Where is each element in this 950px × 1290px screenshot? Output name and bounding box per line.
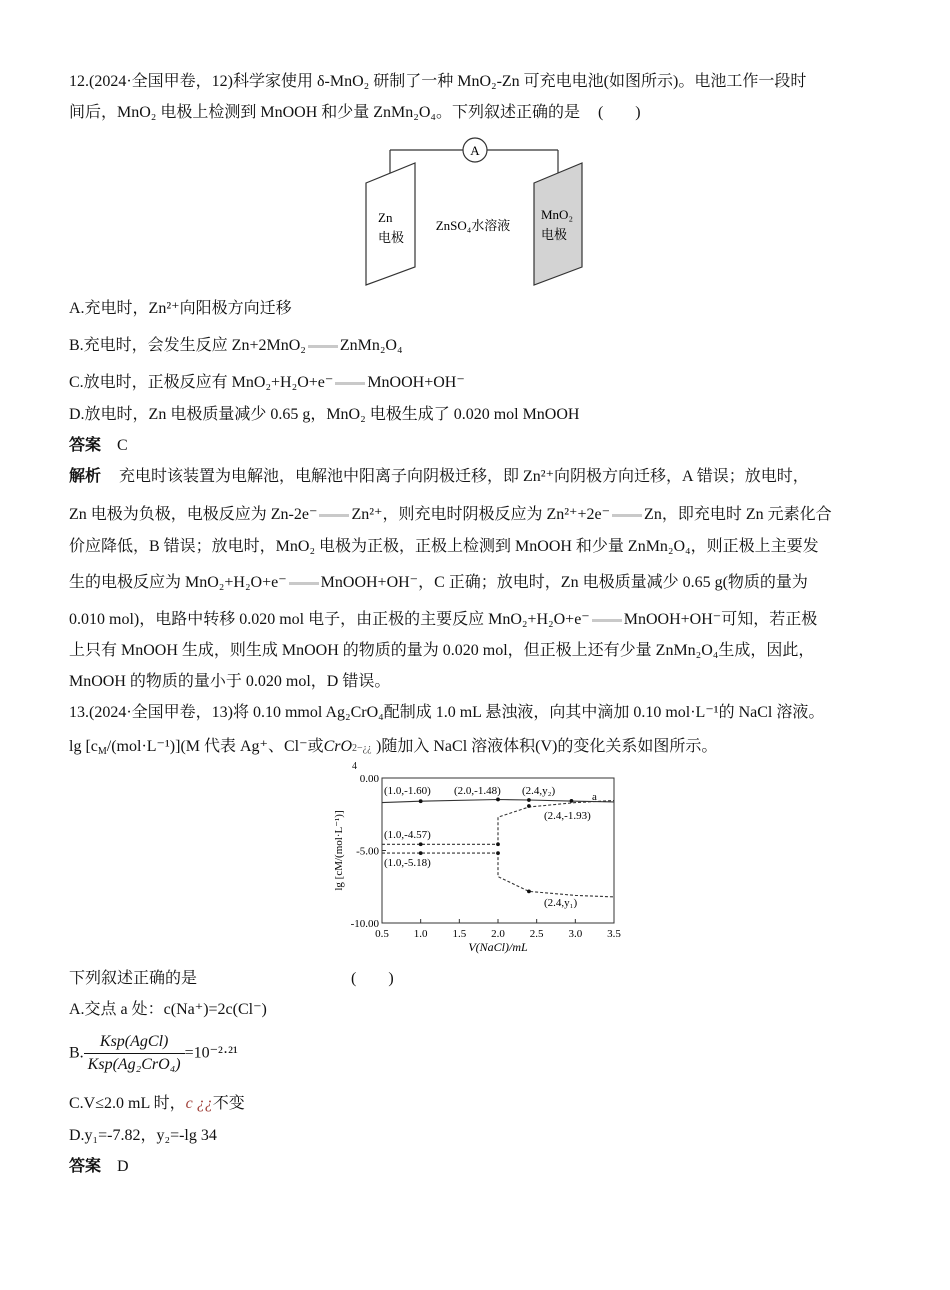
- equals-bar: [308, 345, 338, 348]
- q13-stem-question: [69, 969, 394, 989]
- mno2-electrode-label-1: MnO₂: [541, 207, 573, 222]
- q13-text: /(mol·L⁻¹)](M 代表 Ag⁺、Cl⁻或: [106, 738, 324, 755]
- q13-paren: ( ): [351, 970, 394, 987]
- data-point: [570, 799, 574, 803]
- q12-analysis-1: [69, 467, 809, 487]
- ksp-numerator: Ksp(AgCl): [84, 1031, 185, 1054]
- lg-c-vs-volume-chart: [322, 768, 632, 958]
- analysis-text: 生的电极反应为 MnO₂+H₂O+e⁻: [69, 574, 287, 591]
- q13-option-c-mid: c ¿¿: [185, 1095, 213, 1112]
- analysis-text: MnOOH+OH⁻可知，若正极: [623, 611, 818, 628]
- q13-option-c-left: C.V≤2.0 mL 时，: [69, 1095, 186, 1112]
- q13-option-d: D.y₁=-7.82，y₂=-lg 34: [69, 1127, 217, 1144]
- q12-option-b-right: ZnMn₂O₄: [339, 337, 403, 354]
- y-axis-label: lg [cM/(mol·L⁻¹)]: [333, 810, 345, 891]
- equals-bar: [335, 382, 365, 385]
- answer-value: D: [117, 1158, 129, 1175]
- mno2-electrode-label-2: 电极: [541, 227, 568, 242]
- point-annotation: (1.0,-5.18): [384, 857, 431, 869]
- q12-analysis-2: [69, 505, 832, 525]
- analysis-text: MnOOH+OH⁻，C 正确；放电时，Zn 电极质量减少 0.65 g(物质的量为: [320, 574, 808, 591]
- solution-label: ZnSO₄水溶液: [435, 218, 511, 233]
- q12-option-b: [69, 336, 403, 356]
- answer-label: 答案: [69, 1158, 102, 1175]
- q12-option-a: A.充电时，Zn²⁺向阳极方向迁移: [69, 300, 292, 317]
- x-tick-label: 3.0: [568, 928, 583, 940]
- point-annotation: (1.0,-1.60): [384, 785, 431, 797]
- data-point: [419, 851, 423, 855]
- x-axis-label: V(NaCl)/mL: [468, 940, 528, 954]
- data-point: [419, 799, 423, 803]
- point-annotation: a: [592, 791, 597, 803]
- q12-option-c-left: C.放电时，正极反应有 MnO₂+H₂O+e⁻: [69, 374, 334, 391]
- data-point: [496, 851, 500, 855]
- analysis-label: 解析: [69, 468, 102, 485]
- point-annotation: (2.4,-1.93): [544, 810, 591, 822]
- q13-option-b-value: =10⁻²·²¹: [184, 1044, 238, 1062]
- q12-stem-text: 间后，MnO₂ 电极上检测到 MnOOH 和少量 ZnMn₂O₄。下列叙述正确的是: [69, 104, 580, 121]
- ksp-fraction: [84, 1031, 185, 1076]
- x-tick-label: 2.0: [491, 928, 505, 940]
- chromate-sub: 4: [352, 761, 358, 772]
- analysis-text: 0.010 mol)，电路中转移 0.020 mol 电子，由正极的主要反应 MnO₂+H₂O+e⁻: [69, 611, 590, 628]
- q13-text: )随加入 NaCl 溶液体积(V)的变化关系如图所示。: [376, 738, 718, 755]
- battery-figure: [360, 135, 600, 290]
- q12-answer: [69, 436, 128, 456]
- q12-stem-line1: 12.(2024·全国甲卷，12)科学家使用 δ-MnO₂ 研制了一种 MnO₂-Zn 可充电电池(如图所示)。电池工作一段时: [69, 73, 807, 90]
- analysis-text: Zn²⁺，则充电时阴极反应为 Zn²⁺+2e⁻: [351, 506, 611, 523]
- ammeter-label: A: [470, 143, 480, 158]
- answer-label: 答案: [69, 437, 102, 454]
- q12-option-d: D.放电时，Zn 电极质量减少 0.65 g，MnO₂ 电极生成了 0.020 mol MnOOH: [69, 406, 580, 423]
- equals-bar: [289, 582, 319, 585]
- data-point: [496, 842, 500, 846]
- equals-bar: [592, 619, 622, 622]
- q12-option-c-right: MnOOH+OH⁻: [367, 374, 465, 391]
- mno2-electrode: [534, 163, 582, 285]
- x-tick-label: 1.5: [452, 928, 467, 940]
- q13-answer: [69, 1157, 129, 1177]
- point-annotation: (1.0,-4.57): [384, 829, 431, 841]
- analysis-text: Zn 电极为负极，电极反应为 Zn-2e⁻: [69, 506, 318, 523]
- chromate-charge: 2−¿¿: [352, 743, 372, 754]
- ksp-denominator: Ksp(Ag₂CrO₄): [87, 1056, 181, 1073]
- equals-bar: [612, 514, 642, 517]
- data-point: [527, 804, 531, 808]
- q12-option-c: [69, 373, 465, 393]
- q12-stem-line2: [69, 103, 641, 123]
- analysis-text: Zn，即充电时 Zn 元素化合: [644, 506, 832, 523]
- q12-paren: ( ): [597, 104, 641, 121]
- chromate-formula: CrO: [323, 738, 353, 755]
- x-tick-label: 1.0: [413, 928, 428, 940]
- q12-analysis-7: MnOOH 的物质的量小于 0.020 mol，D 错误。: [69, 673, 391, 690]
- data-point: [527, 889, 531, 893]
- q13-option-a: A.交点 a 处：c(Na⁺)=2c(Cl⁻): [69, 1001, 267, 1018]
- x-tick-label: 3.5: [607, 928, 621, 940]
- q13-stem-line1: 13.(2024·全国甲卷，13)将 0.10 mmol Ag₂CrO₄配制成 1.0 mL 悬浊液，向其中滴加 0.10 mol·L⁻¹的 NaCl 溶液。: [69, 704, 825, 721]
- equals-bar: [319, 514, 349, 517]
- q13-option-c: [69, 1094, 245, 1114]
- zn-electrode-label-1: Zn: [378, 210, 393, 225]
- q13-option-b-prefix: B.: [69, 1044, 84, 1062]
- q13-stem-line2: [69, 737, 718, 772]
- answer-value: C: [117, 437, 128, 454]
- data-point: [496, 798, 500, 802]
- data-point: [527, 798, 531, 802]
- data-point: [419, 842, 423, 846]
- q12-analysis-5: [69, 610, 817, 630]
- q13-text: lg [c: [69, 738, 98, 755]
- q13-option-b: [69, 1031, 238, 1081]
- q12-option-b-left: B.充电时，会发生反应 Zn+2MnO₂: [69, 337, 306, 354]
- point-annotation: (2.4,y₁): [544, 897, 578, 909]
- q13-sub: M: [97, 746, 107, 757]
- q13-stem-text: 下列叙述正确的是: [69, 970, 198, 987]
- analysis-text: 充电时该装置为电解池，电解池中阳离子向阴极迁移，即 Zn²⁺向阴极方向迁移，A 错误；放电时，: [119, 468, 809, 485]
- y-tick-label: 0.00: [359, 773, 379, 785]
- point-annotation: (2.4,y₂): [522, 785, 556, 797]
- x-tick-label: 2.5: [529, 928, 544, 940]
- y-tick-label: -10.00: [350, 918, 379, 930]
- q13-option-c-right: 不变: [212, 1095, 245, 1112]
- q12-analysis-4: [69, 573, 808, 593]
- x-tick-label: 0.5: [375, 928, 389, 940]
- point-annotation: (2.0,-1.48): [454, 785, 501, 797]
- zn-electrode-label-2: 电极: [378, 230, 405, 245]
- q12-analysis-3: 价应降低，B 错误；放电时，MnO₂ 电极为正极，正极上检测到 MnOOH 和少量 ZnMn₂O₄，则正极上主要发: [69, 538, 819, 555]
- q12-analysis-6: 上只有 MnOOH 生成，则生成 MnOOH 的物质的量为 0.020 mol，但正极上还有少量 ZnMn₂O₄生成，因此，: [69, 642, 815, 659]
- y-tick-label: -5.00: [356, 845, 379, 858]
